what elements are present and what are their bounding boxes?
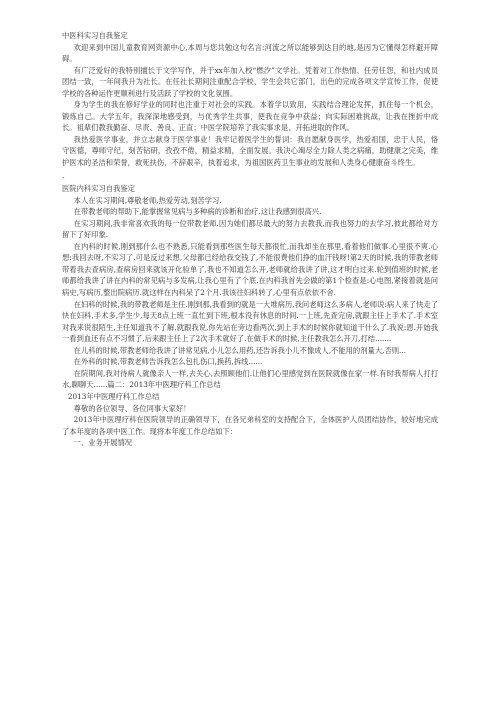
outline-heading: 一、业务开展情况: [73, 438, 133, 448]
paragraph: 在妇科的时候,我的带教老师是主任.刚到那,我看到的就是一大堆病历,我问老师这么多病人,老师说:病人来了快走了快在妇科,手术多,学生少,每天8点上班一直忙到下班,根本没有休息的时间.一上班,先查完房,就跟主任上手术了.手术室对我来说很陌生,主任知道我不了解,就跟我说,你先站在旁边看两次,到上手术的时候你就知道干什么了.我说:恩.开始我一看到血还有点不习惯了,后来跟主任上了2次手术就好了.在做手术的时候,主任教我怎么开刀,打结.......: [62, 299, 438, 344]
doc-title: 中医科实习自我鉴定: [62, 31, 128, 40]
divider-mark: -: [62, 172, 65, 182]
paragraph: 在院期间,我对待病人就像亲人一样,去关心,去照顾他们.让他们心里感觉到在医院就像在家一样.有时我帮病人打打水,聊聊天......篇二：2013年中医理疗科工作总结: [62, 368, 438, 390]
paragraph: 在带教老师的帮助下,能掌握常见病与多种病的诊断和治疗.这让我感到很高兴.: [73, 207, 322, 217]
paragraph: 在外科的时候,带教老师告诉我怎么包扎伤口,换药,拆线......: [73, 357, 263, 367]
paragraph: 在儿科的时候,带教老师给我讲了讲常见病,小儿怎么用药,还告诉我小儿不像成人,不能用的剂量大,否则...: [73, 345, 406, 355]
section-heading: 2013年中医理疗科工作总结: [67, 391, 160, 401]
paragraph: 欢迎来到中国儿童教育网资源中心,本周与您共勉这句名言:河流之所以能够到达目的地,是因为它懂得怎样避开障碍。: [62, 42, 438, 64]
paragraph: 在内科的时候,刚到那什么也不熟悉,只能看到那些医生每天都很忙,而我却坐在那里,看着他们做事.心里很不爽.心想:我回去呀,不实习了.可是反过来想,父母都已经给我交钱了,不能很费他们挣的血汗钱呀!第2天的时候,我的带教老师带着我去查病房,查病房回来就该开化验单了,我也不知道怎么开,老师就给我讲了讲,这才明白过来.轮到值班的时候,老师都给我讲了讲在内科的常见病与多发病,让我心里有了个底.在内科我首先会做的第1个检查是:心电图,紧接着就是问病史,写病历,整出院病历.就这样在内科呆了2个月.我该往妇科转了,心里有点依依不舍.: [62, 241, 438, 298]
paragraph: 2013年中医理疗科在医院领导的正确领导下，在各兄弟科室的支持配合下，全体医护人员团结协作，较好地完成了本年度的各项中医工作。现将本年度工作总结如下：: [62, 415, 438, 436]
paragraph: 在实习期间,我非常喜欢我的每一位带教老师.因为她们都尽最大的努力去教我,而我也努力的去学习,彼此都给对方留下了好印象.: [62, 218, 438, 240]
greeting: 尊敬的各位领导、各位同事大家好！: [73, 403, 191, 413]
paragraph: 我热爱医学事业，并立志献身于医学事业！我牢记着医学生的誓词：我自愿献身医学，热爱祖国，忠于人民，恪守医德，尊师守纪，刻苦钻研，孜孜不倦，精益求精，全面发展。我决心竭尽全力除人类之病痛，助健康之完美，维护医术的圣洁和荣誉，救死扶伤，不辞艰辛，执着追求，为祖国医药卫生事业的发展和人类身心健康奋斗终生。: [62, 134, 438, 168]
section-title: 医院内科实习自我鉴定: [62, 184, 135, 194]
paragraph: 本人在实习期间,尊敬老师,热爱劳动,刻苦学习.: [73, 195, 222, 205]
document-page: [62, 30, 438, 449]
paragraph: 有广泛爱好的我特别擅长于文学写作，并于xx年加入校“燃汐”文学社。凭着对工作热情、任劳任怨，和社内成员团结一致，一年间我升为社长。在任社长期间注重配合学校、学生会共它部门，出色的完成各项文学宣传工作，促使学校的各种运作更顺利进行及活跃了学校的文化氛围。: [62, 65, 438, 98]
paragraph: 身为学生的我在修好学业的同时也注重于对社会的实践。本着学以致用，实践结合理论发挥，抓住每一个机会，锻炼自己。大学五年，我深深地感受到，与优秀学生共事，使我在竞争中获益；向实际困难挑战，让我在挫折中成长。祖辈们教我勤奋、尽责、善良、正直；中医学院培养了我实事求是、开拓进取的作风。: [62, 100, 438, 133]
